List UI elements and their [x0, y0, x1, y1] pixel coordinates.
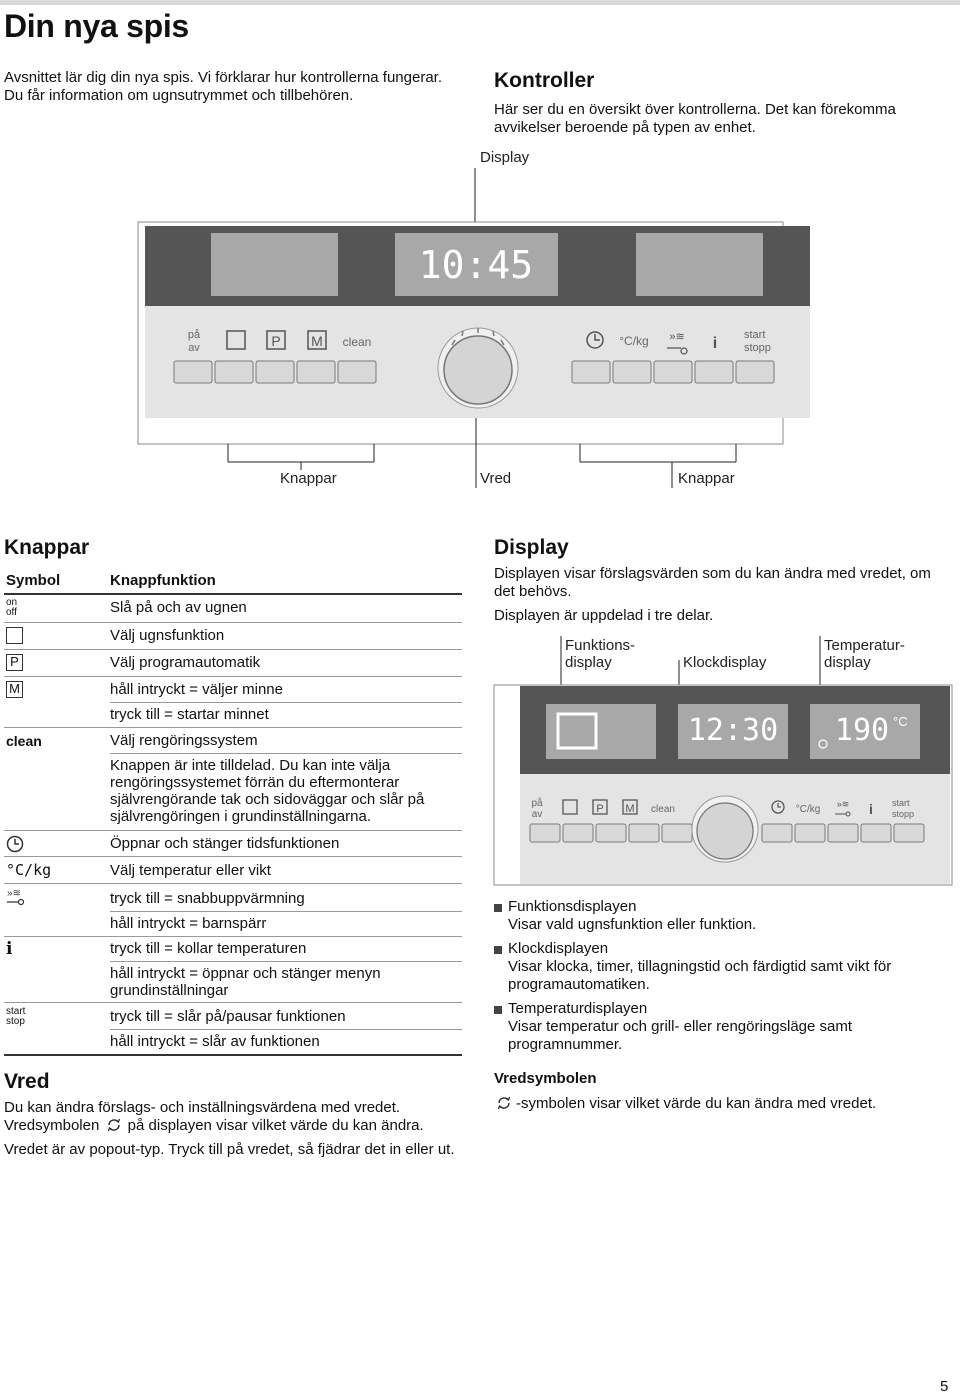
row-m1: håll intryckt = väljer minne	[110, 681, 283, 698]
knappar-heading: Knappar	[4, 536, 90, 559]
bullet-icon	[494, 904, 502, 912]
display-clock: 12:30	[687, 713, 779, 748]
svg-text:clean: clean	[651, 804, 675, 815]
vredsymbolen-text: -symbolen visar vilket värde du kan ändra med vredet.	[494, 1095, 954, 1113]
display-illustration	[490, 630, 955, 890]
onoff-symbol: on off	[6, 597, 18, 618]
svg-text:av: av	[188, 342, 200, 354]
start-stop-symbol: start stop	[6, 1006, 26, 1027]
svg-text:»≋: »≋	[836, 799, 850, 809]
row-i1: tryck till = kollar temperaturen	[110, 940, 307, 957]
intro-text: Avsnittet lär dig din nya spis. Vi förklarar hur kontrollerna fungerar. Du får information om ugnsutrymmet och tillbehören.	[4, 69, 443, 104]
svg-text:»≋: »≋	[7, 888, 21, 899]
top-rule	[0, 0, 960, 5]
svg-text:i: i	[712, 335, 718, 352]
svg-text:°C/kg: °C/kg	[619, 334, 649, 348]
panel-clock: 10:45	[418, 243, 534, 287]
dial-symbol-icon	[104, 1117, 124, 1133]
m-symbol-icon: M	[6, 681, 23, 698]
svg-text:Vred: Vred	[480, 470, 512, 487]
row-start2: håll intryckt = slår av funktionen	[110, 1033, 320, 1050]
label-display: Display	[480, 149, 530, 166]
clean-symbol: clean	[6, 733, 42, 749]
info-icon: i	[6, 939, 13, 959]
row-clean2: Knappen är inte tilldelad. Du kan inte välja rengöringssystemet förrän du eftermonterar självrengörande tak och sidoväggar och slår på självrengöringen i grundinställningarna.	[110, 757, 425, 825]
svg-text:på: på	[531, 798, 543, 809]
row-start1: tryck till = slår på/pausar funktionen	[110, 1008, 346, 1025]
svg-text:M: M	[311, 333, 323, 349]
svg-text:av: av	[531, 809, 543, 820]
row-ckg: Välj temperatur eller vikt	[110, 862, 271, 879]
display-heading: Display	[494, 536, 569, 559]
bullet-funktions: Funktionsdisplayen Visar vald ugnsfunktion eller funktion.	[508, 898, 757, 933]
svg-text:Knappar: Knappar	[280, 470, 337, 487]
svg-text:Funktions-: Funktions-	[565, 637, 636, 654]
col-symbol: Symbol	[6, 572, 61, 589]
vred-heading: Vred	[4, 1070, 50, 1093]
svg-text:Klockdisplay: Klockdisplay	[683, 654, 767, 671]
row-i2: håll intryckt = öppnar och stänger menyn grundinställningar	[110, 965, 381, 999]
row-onoff: Slå på och av ugnen	[110, 599, 247, 616]
display-text1: Displayen visar förslagsvärden som du kan ändra med vredet, om det behövs.	[494, 565, 931, 600]
svg-text:Temperatur-: Temperatur-	[824, 637, 905, 654]
row-p: Välj programautomatik	[110, 654, 261, 671]
row-clean1: Välj rengöringssystem	[110, 732, 258, 749]
kontroller-text: Här ser du en översikt över kontrollerna. Det kan förekomma avvikelser beroende på typen av enhet.	[494, 101, 896, 136]
svg-text:i: i	[869, 801, 873, 817]
svg-text:display: display	[824, 654, 871, 671]
vred-text2: Vredsymbolen på displayen visar vilket värde du kan ändra.	[4, 1117, 424, 1134]
bullet-icon	[494, 1006, 502, 1014]
display-temp: 190	[834, 713, 890, 748]
svg-text:start: start	[892, 798, 910, 808]
control-panel-illustration	[0, 140, 960, 495]
svg-text:°C/kg: °C/kg	[795, 804, 821, 815]
svg-text:M: M	[625, 803, 635, 815]
vredsymbolen-heading: Vredsymbolen	[494, 1070, 597, 1087]
svg-text:P: P	[271, 333, 281, 349]
bullet-icon	[494, 946, 502, 954]
svg-text:P: P	[596, 803, 604, 815]
kontroller-heading: Kontroller	[494, 69, 595, 92]
svg-text:stopp: stopp	[744, 342, 771, 354]
dial-symbol-icon	[494, 1095, 516, 1111]
page-number: 5	[940, 1378, 949, 1395]
col-function: Knappfunktion	[110, 572, 216, 589]
page-title: Din nya spis	[4, 8, 189, 44]
row-fast2: håll intryckt = barnspärr	[110, 915, 267, 932]
panel-buttons-right	[572, 361, 774, 383]
svg-text:display: display	[565, 654, 612, 671]
panel-buttons-left	[174, 361, 376, 383]
ckg-symbol: °C/kg	[6, 861, 52, 879]
oven-function-icon	[6, 627, 23, 644]
svg-text:clean: clean	[342, 335, 372, 349]
display-text2: Displayen är uppdelad i tre delar.	[494, 607, 714, 624]
fast-heat-lock-icon	[6, 886, 28, 908]
svg-text:på: på	[187, 329, 201, 341]
dial	[444, 336, 512, 404]
row-oven: Välj ugnsfunktion	[110, 627, 225, 644]
svg-text:stopp: stopp	[892, 809, 915, 819]
vred-text1: Du kan ändra förslags- och inställningsvärdena med vredet.	[4, 1099, 401, 1116]
row-clock: Öppnar och stänger tidsfunktionen	[110, 835, 340, 852]
bullet-klock: Klockdisplayen Visar klocka, timer, tillagningstid och färdigtid samt vikt för programautomatiken.	[508, 940, 892, 993]
timer-clock-icon	[6, 835, 24, 853]
p-symbol-icon: P	[6, 654, 23, 671]
vred-text3: Vredet är av popout-typ. Tryck till på vredet, så fjädrar det in eller ut.	[4, 1141, 455, 1158]
svg-text:start: start	[744, 329, 766, 341]
fast-heat-icon: »≋	[669, 331, 685, 343]
bullet-temp: Temperaturdisplayen Visar temperatur och grill- eller rengöringsläge samt programnummer.	[508, 1000, 853, 1053]
svg-text:Knappar: Knappar	[678, 470, 735, 487]
row-m2: tryck till = startar minnet	[110, 706, 269, 723]
row-fast1: tryck till = snabbuppvärmning	[110, 890, 305, 907]
display-unit: °C	[893, 714, 908, 729]
